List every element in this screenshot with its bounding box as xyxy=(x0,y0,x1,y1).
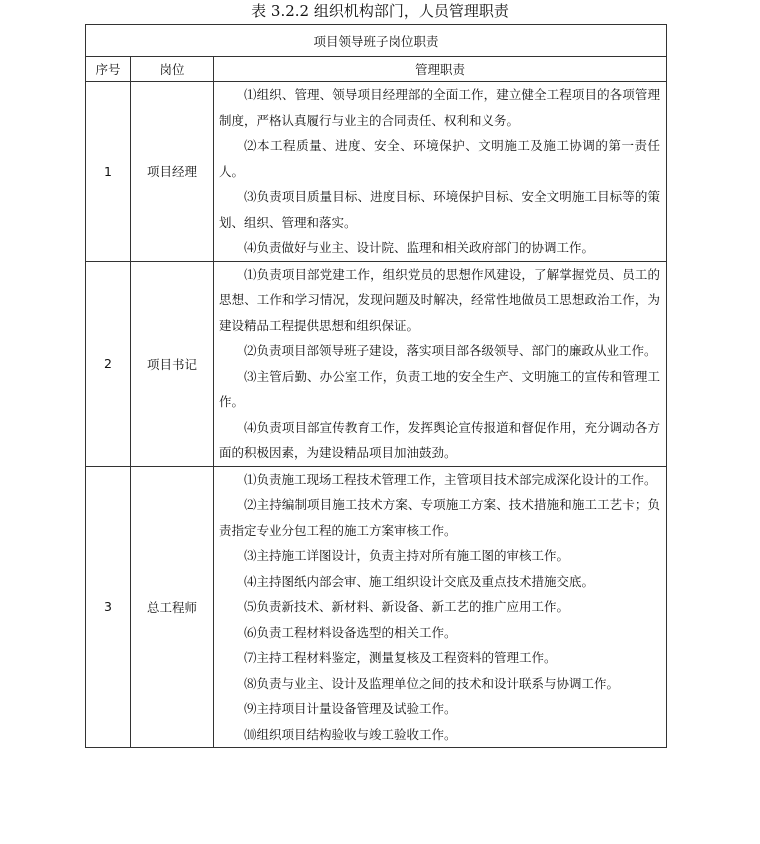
row-duties xyxy=(214,82,667,262)
table-row xyxy=(86,261,667,466)
duty-item: ⑶负责项目质量目标、进度目标、环境保护目标、安全文明施工目标等的策划、组织、管理和落实。 xyxy=(219,189,661,230)
row-seq: 3 xyxy=(86,466,131,748)
duty-item: ⑻负责与业主、设计及监理单位之间的技术和设计联系与协调工作。 xyxy=(244,675,620,691)
row-seq: 2 xyxy=(86,261,131,466)
seq-header: 序号 xyxy=(86,57,131,82)
duty-item: ⑴组织、管理、领导项目经理部的全面工作，建立健全工程项目的各项管理制度，严格认真履行与业主的合同责任、权利和义务。 xyxy=(219,87,661,128)
duty-item: ⑼主持项目计量设备管理及试验工作。 xyxy=(244,701,457,716)
column-header-row xyxy=(86,57,667,82)
row-position: 总工程师 xyxy=(131,466,214,748)
duty-item: ⑶主持施工详图设计，负责主持对所有施工图的审核工作。 xyxy=(244,548,570,563)
duty-item: ⑽组织项目结构验收与竣工验收工作。 xyxy=(244,726,457,742)
duty-item: ⑶主管后勤、办公室工作，负责工地的安全生产、文明施工的宣传和管理工作。 xyxy=(219,368,661,409)
row-position: 项目书记 xyxy=(131,261,214,466)
row-seq: 1 xyxy=(86,82,131,262)
group-title: 项目领导班子岗位职责 xyxy=(86,25,667,57)
position-header: 岗位 xyxy=(131,57,214,82)
duty-item: ⑵本工程质量、进度、安全、环境保护、文明施工及施工协调的第一责任人。 xyxy=(219,138,661,179)
row-duties xyxy=(214,261,667,466)
table-row xyxy=(86,466,667,748)
duty-item: ⑷负责做好与业主、设计院、监理和相关政府部门的协调工作。 xyxy=(244,240,595,255)
row-position: 项目经理 xyxy=(131,82,214,262)
duty-item: ⑹负责工程材料设备选型的相关工作。 xyxy=(244,624,457,640)
duties-header: 管理职责 xyxy=(214,57,667,82)
row-duties xyxy=(214,466,667,748)
duty-item: ⑸负责新技术、新材料、新设备、新工艺的推广应用工作。 xyxy=(244,599,570,614)
duty-item: ⑷负责项目部宣传教育工作，发挥舆论宣传报道和督促作用，充分调动各方面的积极因素，为建设精品项目加油鼓劲。 xyxy=(219,419,661,460)
duty-item: ⑴负责施工现场工程技术管理工作，主管项目技术部完成深化设计的工作。 xyxy=(244,471,657,487)
group-header-row xyxy=(86,25,667,57)
table-row xyxy=(86,82,667,262)
duty-item: ⑷主持图纸内部会审、施工组织设计交底及重点技术措施交底。 xyxy=(244,573,595,589)
responsibility-table xyxy=(85,24,667,748)
table-caption: 表 3.2.2 组织机构部门，人员管理职责 xyxy=(251,2,509,20)
duty-item: ⑵主持编制项目施工技术方案、专项施工方案、技术措施和施工工艺卡；负责指定专业分包工程的施工方案审核工作。 xyxy=(219,497,661,538)
duty-item: ⑵负责项目部领导班子建设，落实项目部各级领导、部门的廉政从业工作。 xyxy=(244,343,657,358)
duty-item: ⑺主持工程材料鉴定，测量复核及工程资料的管理工作。 xyxy=(244,650,557,665)
duty-item: ⑴负责项目部党建工作，组织党员的思想作风建设，了解掌握党员、员工的思想、工作和学习情况，发现问题及时解决，经常性地做员工思想政治工作，为建设精品工程提供思想和组织保证。 xyxy=(219,266,661,333)
